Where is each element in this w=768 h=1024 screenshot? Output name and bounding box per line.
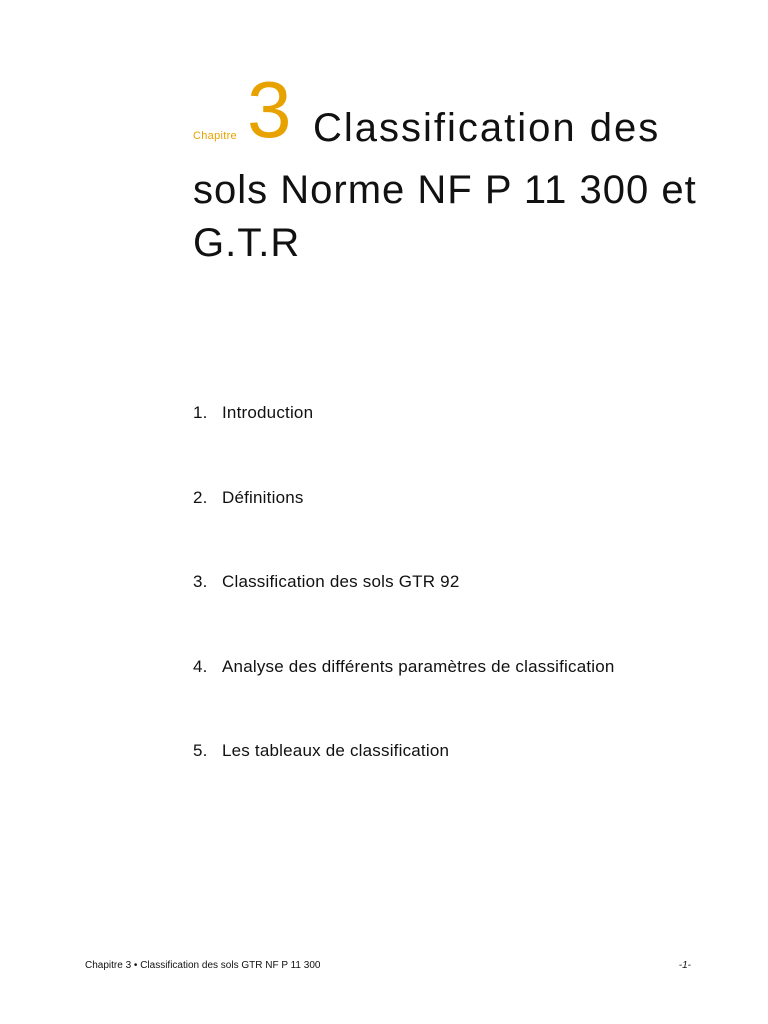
- toc-item-number: 4.: [193, 656, 208, 676]
- toc-item: [193, 402, 615, 487]
- toc-item: [193, 487, 615, 572]
- chapter-heading: [193, 65, 733, 270]
- chapter-title-line1: Classification des: [313, 106, 661, 150]
- toc-item: [193, 571, 615, 656]
- toc-item: [193, 740, 615, 825]
- chapter-line: [193, 65, 733, 154]
- chapter-label: Chapitre: [193, 130, 237, 142]
- toc-item-label: Les tableaux de classification: [222, 741, 450, 760]
- chapter-title-continuation: sols Norme NF P 11 300 et G.T.R: [193, 168, 697, 265]
- page-number: -1-: [678, 960, 691, 971]
- page-footer: [85, 960, 691, 971]
- toc-item-number: 5.: [193, 741, 208, 760]
- chapter-number: 3: [247, 65, 292, 154]
- toc-item-label: Introduction: [222, 403, 314, 422]
- toc-item-label: Analyse des différents paramètres de classification: [222, 656, 615, 676]
- toc-item-number: 1.: [193, 403, 208, 422]
- toc-item-label: Définitions: [222, 487, 304, 507]
- toc-item-label: Classification des sols GTR 92: [222, 572, 460, 591]
- toc-item-number: 2.: [193, 487, 208, 507]
- table-of-contents: [193, 402, 615, 825]
- toc-item: [193, 656, 615, 741]
- footer-text: Chapitre 3 • Classification des sols GTR NF P 11 300: [85, 960, 321, 971]
- toc-item-number: 3.: [193, 572, 208, 591]
